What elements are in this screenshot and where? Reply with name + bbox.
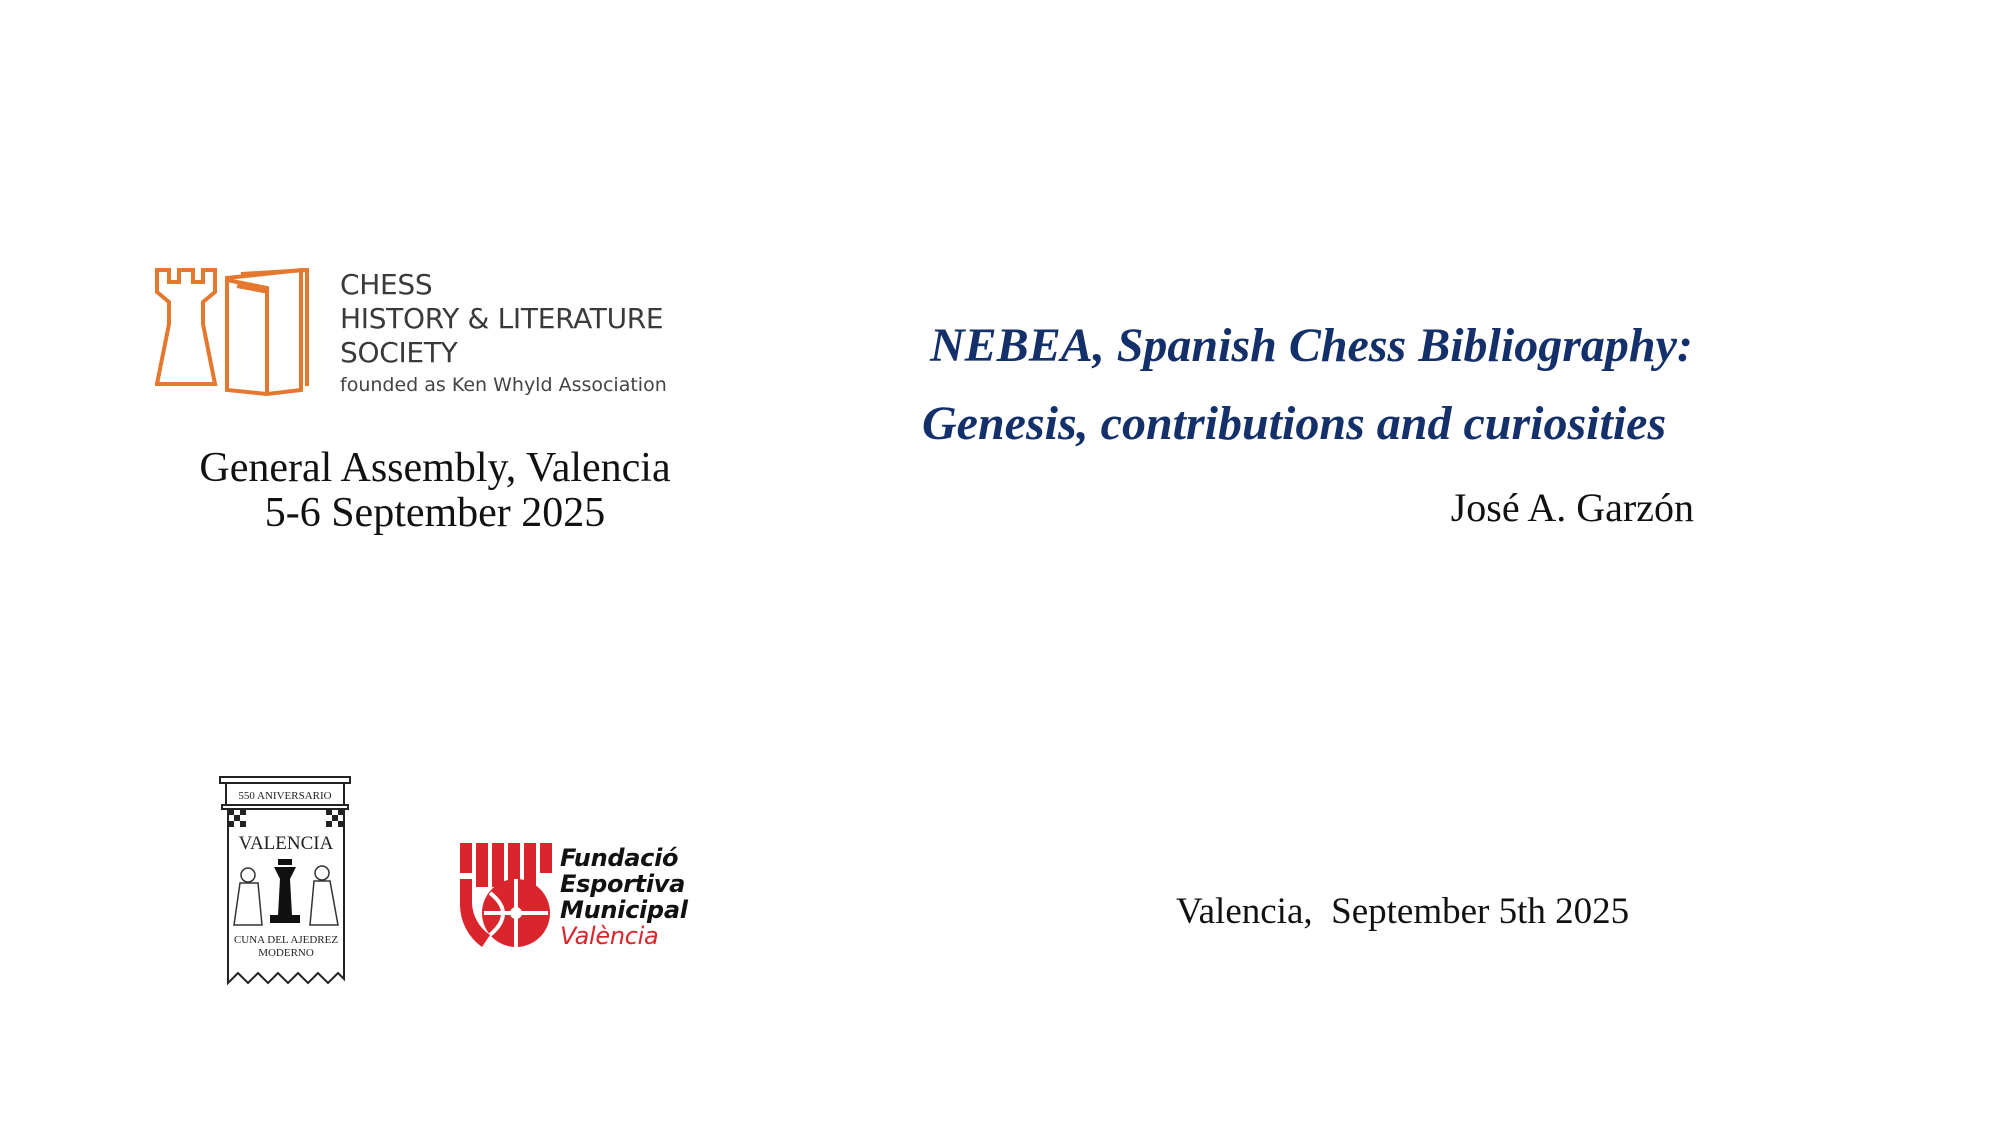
author-name: José A. Garzón <box>1450 485 1694 530</box>
fundacio-emblem-icon <box>460 843 572 955</box>
chls-subtitle: founded as Ken Whyld Association <box>340 374 667 396</box>
rook-book-logo-icon <box>155 268 315 404</box>
fundacio-esportiva-logo <box>460 843 715 955</box>
seal-name: VALENCIA <box>238 833 334 854</box>
presentation-title-line-1: NEBEA, Spanish Chess Bibliography: <box>930 319 1693 372</box>
chls-line-3: SOCIETY <box>340 336 458 369</box>
presentation-title-line-2: Genesis, contributions and curiosities <box>922 397 1667 450</box>
assembly-dates: 5-6 September 2025 <box>264 490 606 536</box>
fundacio-line-1: Fundació <box>560 844 679 872</box>
fundacio-city: València <box>560 922 659 950</box>
fundacio-line-2: Esportiva <box>560 870 686 898</box>
chls-logo <box>155 268 665 404</box>
chls-line-1: CHESS <box>340 268 433 301</box>
seal-bottom-line-1: CUNA DEL AJEDREZ <box>233 934 339 946</box>
fundacio-line-3: Municipal <box>560 896 688 924</box>
seal-bottom-line-2: MODERNO <box>258 947 314 959</box>
place-date: Valencia, September 5th 2025 <box>1176 891 1630 932</box>
chls-line-2: HISTORY & LITERATURE <box>340 302 664 335</box>
assembly-title: General Assembly, Valencia <box>199 445 671 491</box>
seal-top-text: 550 ANIVERSARIO <box>238 790 332 802</box>
valencia-550-seal-logo <box>218 775 352 993</box>
